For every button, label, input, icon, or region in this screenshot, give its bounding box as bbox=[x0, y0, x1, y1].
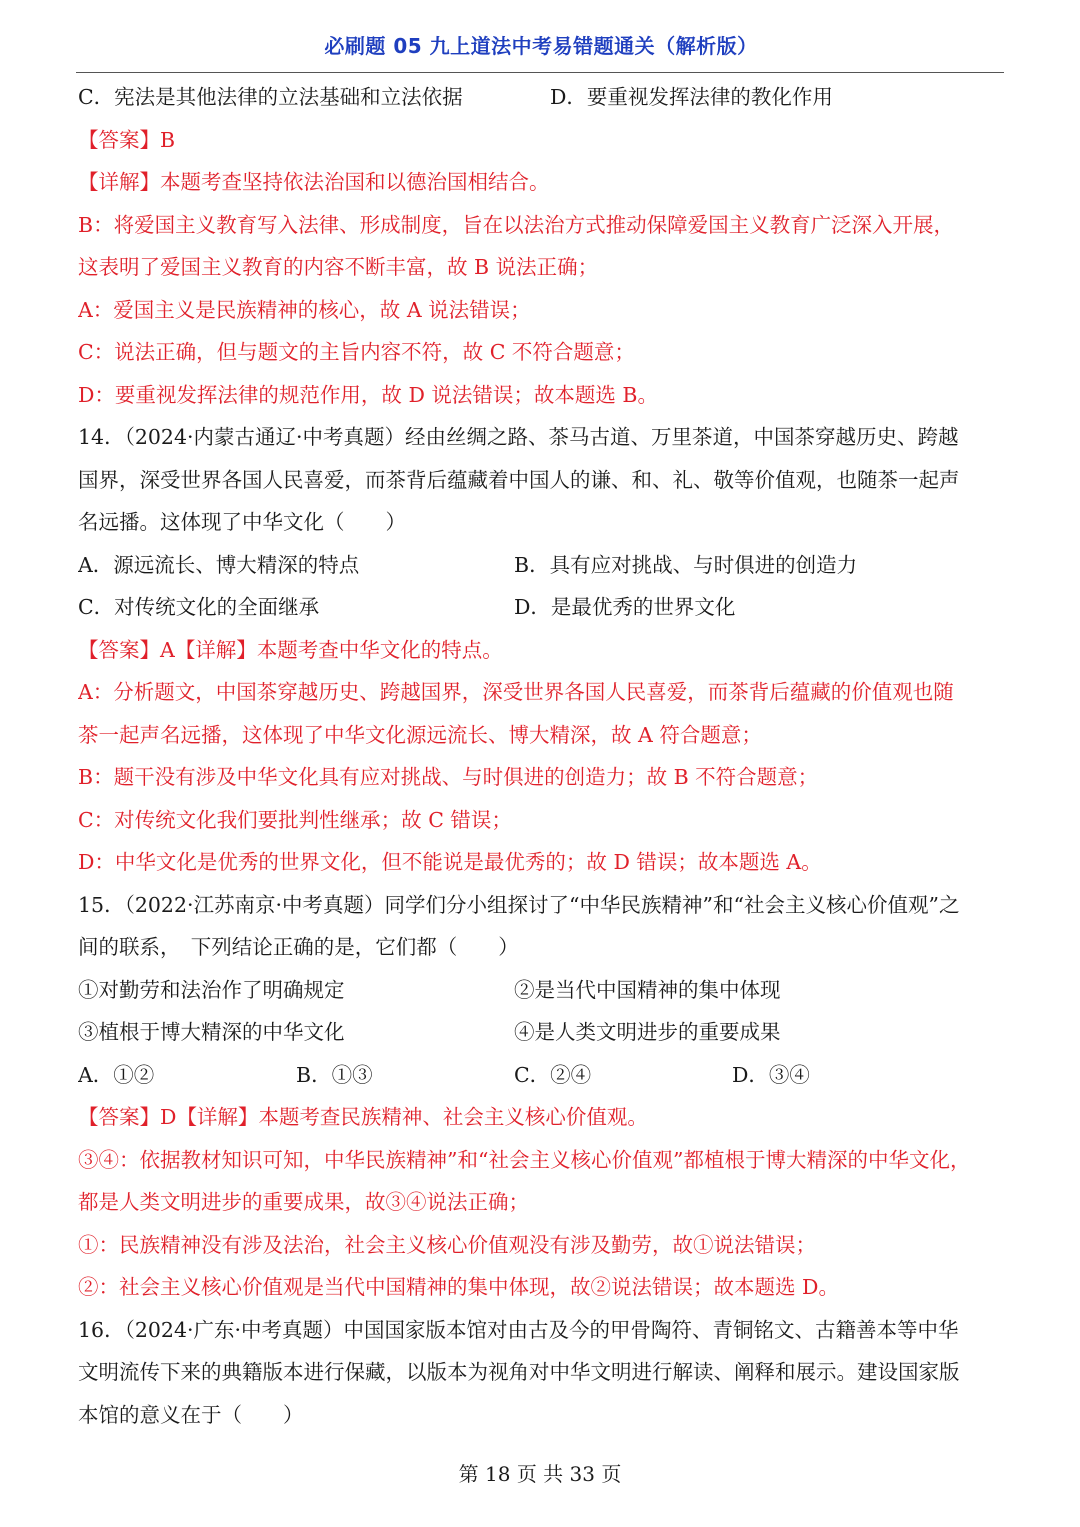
detail-tag: 【详解】 bbox=[78, 170, 160, 194]
q16-stem-line: 16．（2024·广东·中考真题）中国国家版本馆对由古及今的甲骨陶符、青铜铭文、古籍善本等中华 bbox=[78, 1317, 959, 1342]
q15-statements-row bbox=[78, 1011, 1004, 1054]
q15-stem-line: 间的联系， 下列结论正确的是，它们都（ ） bbox=[78, 935, 519, 959]
q13-detail bbox=[78, 161, 1004, 204]
q15-option-c: C．②④ bbox=[514, 1062, 592, 1087]
q15-statement-4: ④是人类文明进步的重要成果 bbox=[514, 1020, 781, 1044]
q15-statement-1: ①对勤劳和法治作了明确规定 bbox=[78, 977, 345, 1002]
q14-option-a: A．源远流长、博大精深的特点 bbox=[78, 552, 360, 577]
q13-explain-line: D：要重视发挥法律的规范作用，故 D 说法错误；故本题选 B。 bbox=[78, 382, 658, 407]
q14-answer bbox=[78, 629, 1004, 672]
q15-option-b: B．①③ bbox=[296, 1062, 373, 1087]
q15-statements-row bbox=[78, 969, 1004, 1012]
q14-stem-line: 国界，深受世界各国人民喜爱，而茶背后蕴藏着中国人的谦、和、礼、敬等价值观，也随茶一起声 bbox=[78, 467, 960, 492]
answer-tag: 【答案】 bbox=[78, 637, 160, 662]
q13-explain-line: B：将爱国主义教育写入法律、形成制度，旨在以法治方式推动保障爱国主义教育广泛深入开展， bbox=[78, 212, 955, 237]
q15-answer bbox=[78, 1096, 1004, 1139]
q15-options-row bbox=[78, 1054, 1004, 1097]
q15-explain-line: 都是人类文明进步的重要成果，故③④说法正确； bbox=[78, 1190, 529, 1214]
q15-statement-2: ②是当代中国精神的集中体现 bbox=[514, 977, 781, 1002]
q13-options-row bbox=[78, 76, 1004, 119]
q14-explain-line: D：中华文化是优秀的世界文化，但不能说是最优秀的；故 D 错误；故本题选 A。 bbox=[78, 850, 822, 874]
answer-value: A bbox=[160, 637, 175, 662]
q15-explain-line: ①：民族精神没有涉及法治，社会主义核心价值观没有涉及勤劳，故①说法错误； bbox=[78, 1232, 816, 1257]
q14-explain-line: B：题干没有涉及中华文化具有应对挑战、与时俱进的创造力；故 B 不符合题意； bbox=[78, 765, 819, 789]
q15-explain-line: ③④：依据教材知识可知，中华民族精神”和“社会主义核心价值观”都植根于博大精深的中华文化， bbox=[78, 1147, 971, 1172]
q16-stem-line: 文明流传下来的典籍版本进行保藏，以版本为视角对中华文明进行解读、阐释和展示。建设国家版 bbox=[78, 1360, 960, 1384]
detail-intro: 本题考查民族精神、社会主义核心价值观。 bbox=[258, 1105, 648, 1129]
answer-tag: 【答案】 bbox=[78, 1105, 160, 1129]
q14-stem-line: 14．（2024·内蒙古通辽·中考真题）经由丝绸之路、茶马古道、万里茶道，中国茶穿越历史、跨越 bbox=[78, 425, 959, 449]
q14-explain-line: C：对传统文化我们要批判性继承；故 C 错误； bbox=[78, 807, 512, 832]
q15-stem-line: 15．（2022·江苏南京·中考真题）同学们分小组探讨了“中华民族精神”和“社会主义核心价值观”之 bbox=[78, 892, 960, 917]
q14-explain-line: 茶一起声名远播，这体现了中华文化源远流长、博大精深，故 A 符合题意； bbox=[78, 722, 762, 747]
page-header-title: 必刷题 05 九上道法中考易错题通关（解析版） bbox=[324, 34, 758, 58]
q15-option-d: D．③④ bbox=[732, 1062, 810, 1087]
q13-option-c: C．宪法是其他法律的立法基础和立法依据 bbox=[78, 85, 463, 109]
q13-explain-line: C：说法正确，但与题文的主旨内容不符，故 C 不符合题意； bbox=[78, 340, 635, 364]
page-number: 第 18 页 共 33 页 bbox=[458, 1462, 622, 1486]
q13-option-d: D．要重视发挥法律的教化作用 bbox=[550, 85, 833, 109]
detail-tag: 【详解】 bbox=[176, 1105, 259, 1129]
q14-option-c: C．对传统文化的全面继承 bbox=[78, 595, 320, 619]
q14-option-b: B．具有应对挑战、与时俱进的创造力 bbox=[514, 552, 858, 577]
q13-explain-line: A：爱国主义是民族精神的核心，故 A 说法错误； bbox=[78, 297, 531, 322]
detail-tag: 【详解】 bbox=[174, 637, 257, 662]
answer-tag: 【答案】 bbox=[78, 127, 160, 152]
answer-value: B bbox=[160, 127, 176, 152]
q14-explain-line: A：分析题文，中国茶穿越历史、跨越国界，深受世界各国人民喜爱，而茶背后蕴藏的价值观也随 bbox=[78, 680, 954, 704]
q13-answer bbox=[78, 119, 1004, 162]
page-content bbox=[78, 76, 1004, 1436]
q14-stem-line: 名远播。这体现了中华文化（ ） bbox=[78, 510, 406, 534]
q14-options-row bbox=[78, 586, 1004, 629]
q16-stem-line: 本馆的意义在于（ ） bbox=[78, 1402, 304, 1427]
q13-explain-line: 这表明了爱国主义教育的内容不断丰富，故 B 说法正确； bbox=[78, 255, 599, 279]
q15-statement-3: ③植根于博大精深的中华文化 bbox=[78, 1020, 345, 1044]
q14-options-row bbox=[78, 544, 1004, 587]
q15-explain-line: ②：社会主义核心价值观是当代中国精神的集中体现，故②说法错误；故本题选 D。 bbox=[78, 1275, 839, 1299]
detail-intro: 本题考查中华文化的特点。 bbox=[256, 637, 503, 662]
detail-intro: 本题考查坚持依法治国和以德治国相结合。 bbox=[160, 170, 550, 194]
q15-option-a: A．①② bbox=[78, 1062, 155, 1087]
header-divider bbox=[76, 72, 1004, 73]
answer-value: D bbox=[160, 1105, 177, 1129]
q14-option-d: D．是最优秀的世界文化 bbox=[514, 595, 736, 619]
